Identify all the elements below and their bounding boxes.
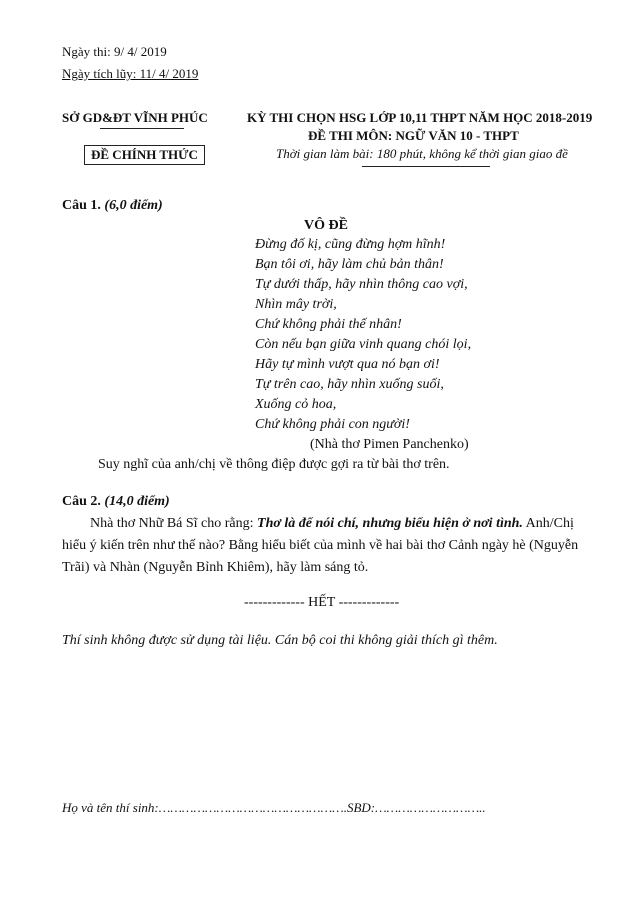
question2-points: (14,0 điểm) [104, 494, 170, 509]
poem-attribution: (Nhà thơ Pimen Panchenko) [310, 437, 469, 452]
exam-title: KỲ THI CHỌN HSG LỚP 10,11 THPT NĂM HỌC 2018-2019 [247, 110, 593, 125]
question2-heading [62, 494, 170, 510]
exam-date: Ngày thi: 9/ 4/ 2019 [62, 44, 167, 59]
poem-line: Nhìn mây trời, [255, 297, 337, 312]
poem-line: Xuống cỏ hoa, [255, 397, 337, 412]
official-label: ĐỀ CHÍNH THỨC [84, 145, 205, 165]
question2-intro: Nhà thơ Nhữ Bá Sĩ cho rằng: [90, 516, 258, 531]
question1-label: Câu 1. [62, 198, 101, 213]
question1-heading [62, 198, 163, 214]
poem-title: VÔ ĐỀ [304, 218, 348, 233]
question2-quote: Thơ là để nói chí, nhưng biểu hiện ở nơi tình. [257, 516, 523, 531]
question2-label: Câu 2. [62, 494, 101, 509]
question2-paragraph [62, 513, 582, 579]
candidate-info-line: Họ và tên thí sinh:………………………………………….SBD:……………………….. [62, 800, 486, 815]
poem-line: Chứ không phải con người! [255, 417, 410, 432]
question1-points: (6,0 điểm) [104, 198, 163, 213]
department-underline [100, 128, 184, 129]
department-name: SỞ GD&ĐT VĨNH PHÚC [62, 110, 208, 125]
exam-note: Thí sinh không được sử dụng tài liệu. Cán bộ coi thi không giải thích gì thêm. [62, 633, 498, 648]
poem-line: Đừng đố kị, cũng đừng hợm hĩnh! [255, 237, 446, 252]
poem-line: Chứ không phải thế nhân! [255, 317, 402, 332]
exam-subject: ĐỀ THI MÔN: NGỮ VĂN 10 - THPT [308, 128, 519, 143]
question1-prompt: Suy nghĩ của anh/chị về thông điệp được gợi ra từ bài thơ trên. [98, 457, 450, 472]
poem-line: Còn nếu bạn giữa vinh quang chói lọi, [255, 337, 472, 352]
question2-body: Anh/Chị hiểu ý kiến trên như thế nào? Bằng hiểu biết của mình về hai bài thơ Cảnh ngày hè (Nguyễn Trãi) và Nhàn (Nguyễn Bỉnh Khiêm), hãy làm sáng tỏ. [62, 516, 579, 575]
poem-line: Tự trên cao, hãy nhìn xuống suối, [255, 377, 444, 392]
exam-duration: Thời gian làm bài: 180 phút, không kể thời gian giao đề [276, 146, 568, 161]
poem-line: Bạn tôi ơi, hãy làm chủ bản thân! [255, 257, 444, 272]
accumulation-date: Ngày tích lũy: 11/ 4/ 2019 [62, 66, 199, 81]
poem-line: Tự dưới thấp, hãy nhìn thông cao vợi, [255, 277, 468, 292]
end-marker: ------------- HẾT ------------- [244, 595, 400, 610]
poem-line: Hãy tự mình vượt qua nó bạn ơi! [255, 357, 440, 372]
duration-underline [362, 166, 490, 167]
